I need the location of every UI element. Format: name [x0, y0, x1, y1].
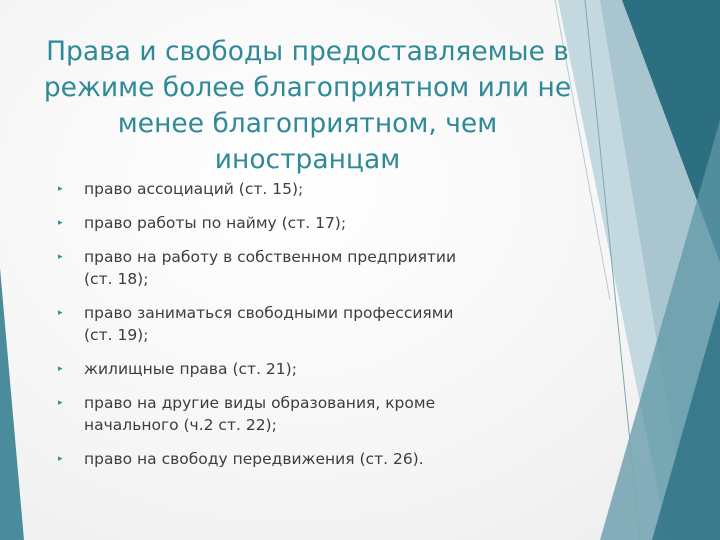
slide-title	[20, 34, 595, 178]
list-item-text	[84, 358, 558, 380]
bullet-arrow-icon: ▸	[58, 364, 63, 374]
left-accent-triangle	[0, 268, 24, 540]
list-item	[58, 448, 558, 470]
list-item-text	[84, 178, 558, 200]
list-item	[58, 392, 558, 436]
list-item-line: начального (ч.2 ст. 22);	[84, 416, 277, 434]
rights-list	[58, 178, 558, 470]
title-line: Права и свободы предоставляемые в	[46, 36, 569, 67]
list-item-line: (ст. 19);	[84, 326, 149, 344]
list-item-line: право заниматься свободными профессиями	[84, 304, 454, 322]
bullet-arrow-icon: ▸	[58, 184, 63, 194]
title-line: иностранцам	[214, 144, 401, 175]
bullet-arrow-icon: ▸	[58, 308, 63, 318]
bullet-arrow-icon: ▸	[58, 218, 63, 228]
list-item	[58, 358, 558, 380]
list-item	[58, 302, 558, 346]
list-item-line: право работы по найму (ст. 17);	[84, 214, 347, 232]
list-item-line: право ассоциаций (ст. 15);	[84, 180, 304, 198]
bullet-arrow-icon: ▸	[58, 398, 63, 408]
title-line: режиме более благоприятном или не	[43, 72, 572, 103]
list-item-line: право на другие виды образования, кроме	[84, 394, 436, 412]
list-item-line: право на свободу передвижения (ст. 26).	[84, 450, 424, 468]
title-line: менее благоприятном, чем	[117, 108, 498, 139]
list-item	[58, 178, 558, 200]
list-item-line: право на работу в собственном предприятии	[84, 248, 457, 266]
bullet-arrow-icon: ▸	[58, 252, 63, 262]
list-item-text	[84, 212, 558, 234]
list-item-text	[84, 246, 558, 290]
list-item-text	[84, 302, 558, 346]
list-item	[58, 212, 558, 234]
list-item-text	[84, 392, 558, 436]
bullet-arrow-icon: ▸	[58, 454, 63, 464]
list-item-text	[84, 448, 558, 470]
list-item	[58, 246, 558, 290]
list-item-line: жилищные права (ст. 21);	[84, 360, 297, 378]
list-item-line: (ст. 18);	[84, 270, 149, 288]
